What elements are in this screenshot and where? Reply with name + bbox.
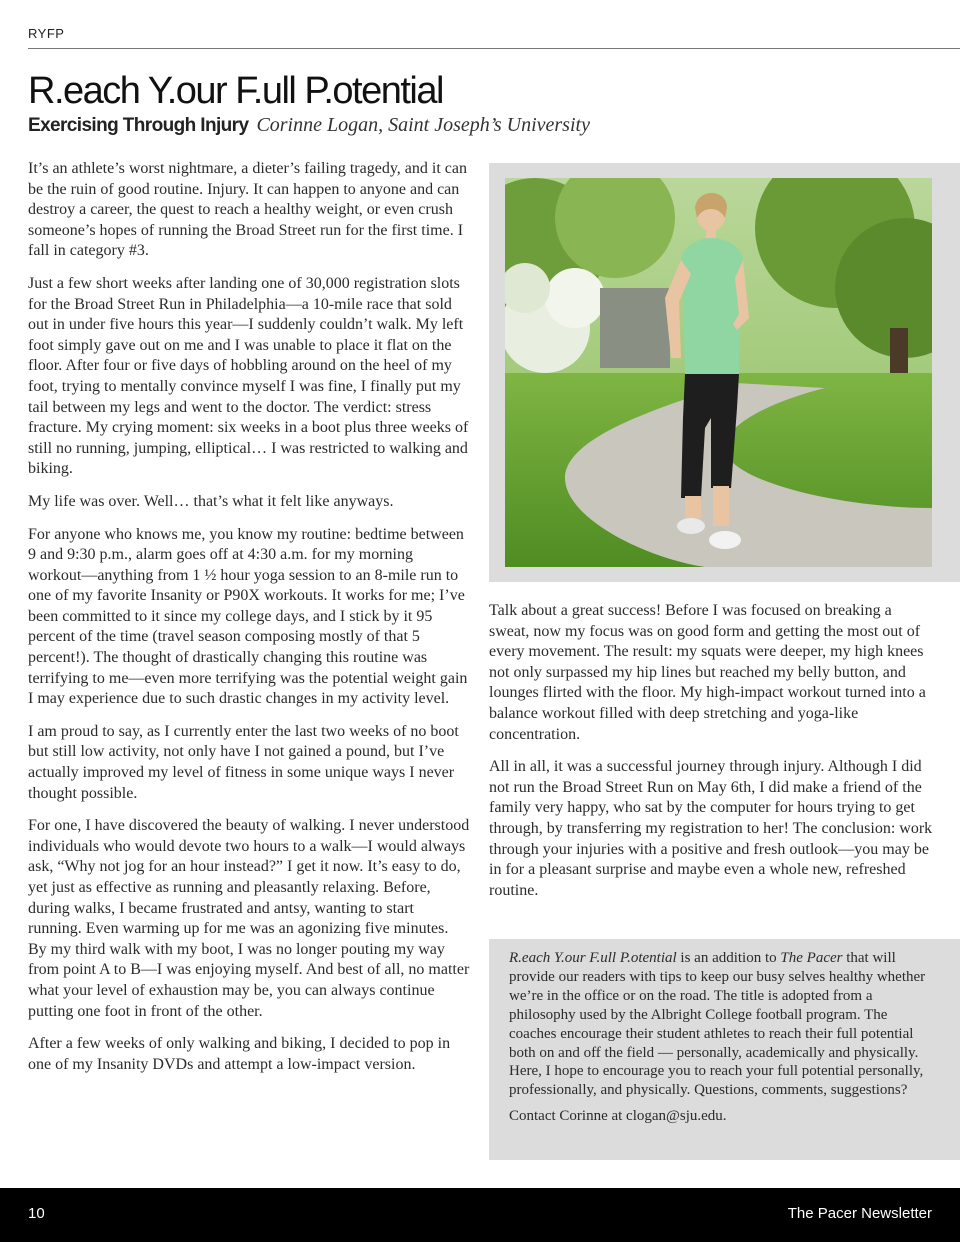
woman-walking-photo (505, 178, 932, 567)
sidebar-description (509, 949, 938, 1100)
article-paragraph: My life was over. Well… that’s what it felt like anyways. (28, 492, 394, 510)
article-left-column (28, 159, 470, 1087)
article-paragraph: After a few weeks of only walking and biking, I decided to pop in one of my Insanity DVDs and attempt a low-impact version. (28, 1035, 451, 1073)
article-paragraph: All in all, it was a successful journey through injury. Although I did not run the Broad Street Run on May 6th, I did make a friend of the family very happy, who sat by the computer for hours trying to get through, by transferring my registration to her! The conclusion: work through your injuries with a positive and fresh outlook—you may be in for a pleasant surprise and maybe even a whole new, refreshed routine. (489, 758, 933, 899)
sidebar-text: is an addition to (676, 950, 781, 966)
article-paragraph: Talk about a great success! Before I was focused on breaking a sweat, now my focus was on good form and getting the most out of every movement. The result: my squats were deeper, my high knees not only surpassed my hip lines but reached my belly button, and lounges flirted with the floor. My high-impact workout turned into a balance workout filled with deep stretching and yoga-like concentration. (489, 602, 926, 743)
article-paragraph: Just a few short weeks after landing one of 30,000 registration slots for the Broad Street Run in Philadelphia—a 10-mile race that sold out in under five hours this year—I suddenly couldn’t walk. My left foot simply gave out on me and I was unable to place it flat on the floor. After four or five days of hobbling around on the heel of my foot, trying to mentally convince myself I was fine, I finally put my tail between my legs and went to the doctor. The verdict: stress fracture. My crying moment: six weeks in a boot plus three weeks of still no running, jumping, elliptical… I was restricted to walking and biking. (28, 274, 469, 478)
page-number: 10 (28, 1205, 45, 1222)
sidebar-publication: The Pacer (780, 950, 843, 966)
publication-name: The Pacer Newsletter (787, 1205, 932, 1222)
sidebar-contact: Contact Corinne at clogan@sju.edu. (509, 1108, 727, 1125)
article-kicker: Exercising Through Injury (28, 115, 249, 136)
article-subtitle (28, 114, 590, 137)
sidebar-series-name: R.each Y.our F.ull P.otential (509, 950, 677, 966)
article-paragraph: I am proud to say, as I currently enter the last two weeks of no boot but still low activity, not only have I not gained a pound, but I’ve actually improved my level of fitness in some unique ways I never thought possible. (28, 722, 459, 802)
article-title: R.each Y.our F.ull P.otential (28, 70, 443, 112)
article-right-column (489, 601, 935, 913)
article-paragraph: For anyone who knows me, you know my routine: bedtime between 9 and 9:30 p.m., alarm goes off at 4:30 a.m. for my morning workout—anything from 1 ½ hour yoga session to an 8-mile run to one of my favorite Insanity or P90X workouts. It works for me; I’ve been committed to it since my college days, and I stick by it 95 percent of the time (travel season composing mostly of that 5 percent!). The thought of drastically changing this routine was terrifying to me—even more terrifying was the potential weight gain I may experience due to such drastic changes in my activity level. (28, 525, 468, 708)
section-label: RYFP (28, 26, 65, 41)
sidebar-text: that will provide our readers with tips to keep our busy selves healthy whether we’re in the office or on the road. The title is adopted from a philosophy used by the Albright College football program. The coaches encourage their student athletes to reach their full potential both on and off the field — personally, academically and physically. Here, I hope to encourage you to reach your full potential personally, professionally, and physically. Questions, comments, suggestions? (509, 950, 926, 1099)
sidebar-box (489, 939, 960, 1160)
article-paragraph: For one, I have discovered the beauty of walking. I never understood individuals who would devote two hours to a walk—I would always ask, “Why not jog for an hour instead?” I get it now. It’s easy to do, yet just as effective as running and pleasantly relaxing. Before, during walks, I became frustrated and antsy, wanting to start running. Even warming up for me was an agonizing five minutes. By my third walk with my boot, I was no longer pouting my way from point A to B—I was enjoying myself. And best of all, no matter what your level of exhaustion may be, you can always continue putting one foot in front of the other. (28, 817, 470, 1020)
article-byline: Corinne Logan, Saint Joseph’s University (256, 114, 590, 136)
article-paragraph: It’s an athlete’s worst nightmare, a dieter’s failing tragedy, and it can be the ruin of good routine. Injury. It can happen to anyone and can destroy a career, the quest to reach a healthy weight, or even crush someone’s hopes of running the Broad Street run for the first time. I fall in category #3. (28, 160, 467, 260)
header-divider (28, 48, 960, 49)
page-footer (0, 1188, 960, 1242)
